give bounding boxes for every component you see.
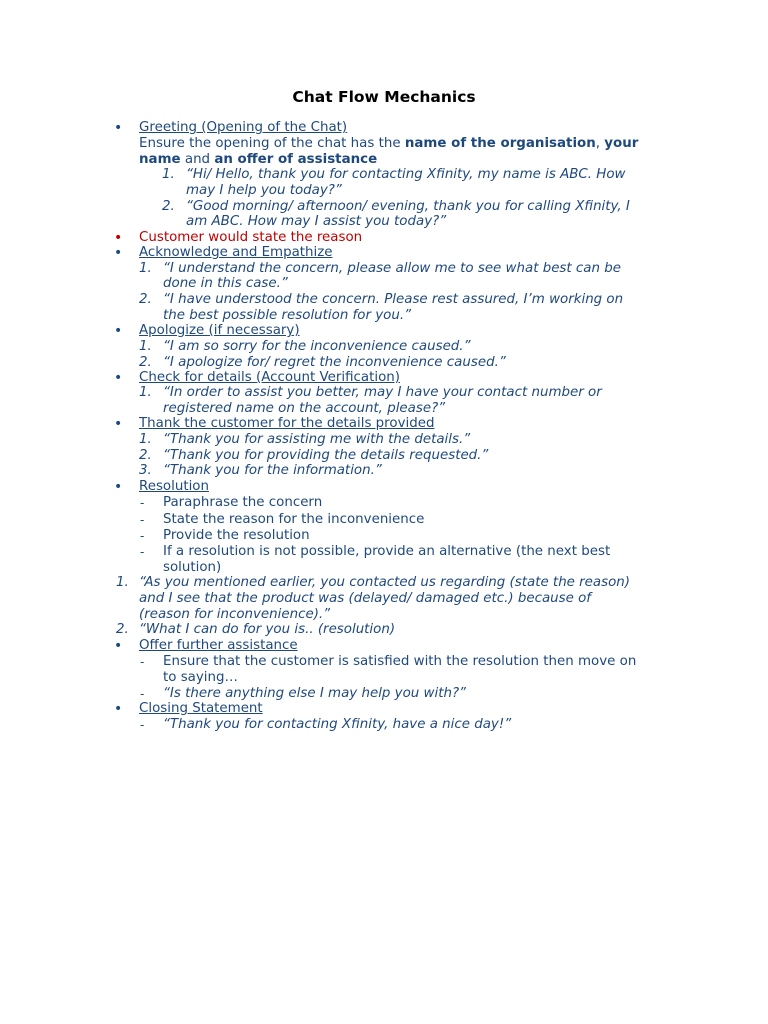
greeting-intro-and: and <box>180 152 215 167</box>
check-example-1-line1: “In order to assist you better, may I have your contact number or <box>163 385 602 400</box>
greeting-intro-comma: , <box>595 136 605 151</box>
greeting-intro-your: your <box>604 136 639 151</box>
bullet-icon: • <box>114 479 123 495</box>
list-number: 2. <box>162 199 175 214</box>
list-number: 1. <box>139 432 152 447</box>
offer-step-1-line1: Ensure that the customer is satisfied with the resolution then move on <box>163 654 637 669</box>
section-heading-thank: Thank the customer for the details provided <box>139 416 435 431</box>
resolution-step-3: Provide the resolution <box>163 528 310 543</box>
list-number: 1. <box>139 261 152 276</box>
customer-reason-note: Customer would state the reason <box>139 230 363 245</box>
list-number: 2. <box>116 622 129 637</box>
greeting-intro-org: name of the organisation <box>404 136 596 151</box>
section-heading-closing: Closing Statement <box>139 701 263 716</box>
section-heading-acknowledge: Acknowledge and Empathize <box>139 245 333 260</box>
dash-marker: - <box>140 496 145 510</box>
dash-marker: - <box>140 718 145 732</box>
list-number: 1. <box>139 385 152 400</box>
offer-step-1-line2: to saying… <box>163 670 238 685</box>
resolution-example-1-line3: (reason for inconvenience).” <box>139 607 331 622</box>
bullet-icon: • <box>114 120 123 136</box>
section-heading-apologize: Apologize (if necessary) <box>139 323 300 338</box>
bullet-icon: • <box>114 245 123 261</box>
closing-step-1: “Thank you for contacting Xfinity, have a nice day!” <box>163 717 512 732</box>
apologize-example-2: “I apologize for/ regret the inconvenience caused.” <box>163 355 506 370</box>
greeting-intro-name: name <box>139 152 181 167</box>
dash-marker: - <box>140 529 145 543</box>
greeting-intro-text: Ensure the opening of the chat has the <box>139 136 405 151</box>
dash-marker: - <box>140 655 145 669</box>
greeting-example-1-line2: may I help you today?” <box>186 183 342 198</box>
dash-marker: - <box>140 513 145 527</box>
bullet-icon: • <box>114 230 123 246</box>
resolution-step-2: State the reason for the inconvenience <box>163 512 425 527</box>
acknowledge-example-2-line2: the best possible resolution for you.” <box>163 308 412 323</box>
bullet-icon: • <box>114 323 123 339</box>
greeting-example-2-line1: “Good morning/ afternoon/ evening, thank you for calling Xfinity, I <box>186 199 630 214</box>
greeting-intro <box>139 136 638 152</box>
thank-example-1: “Thank you for assisting me with the details.” <box>163 432 471 447</box>
list-number: 3. <box>139 463 152 478</box>
list-number: 1. <box>162 167 175 182</box>
resolution-step-4-line1: If a resolution is not possible, provide an alternative (the next best <box>163 544 611 559</box>
bullet-icon: • <box>114 416 123 432</box>
list-number: 1. <box>116 575 129 590</box>
dash-marker: - <box>140 687 145 701</box>
bullet-icon: • <box>114 370 123 386</box>
apologize-example-1: “I am so sorry for the inconvenience caused.” <box>163 339 471 354</box>
section-heading-offer: Offer further assistance <box>139 638 298 653</box>
list-number: 2. <box>139 355 152 370</box>
list-number: 1. <box>139 339 152 354</box>
acknowledge-example-2-line1: “I have understood the concern. Please rest assured, I’m working on <box>163 292 624 307</box>
thank-example-3: “Thank you for the information.” <box>163 463 382 478</box>
thank-example-2: “Thank you for providing the details requested.” <box>163 448 489 463</box>
list-number: 2. <box>139 448 152 463</box>
resolution-step-1: Paraphrase the concern <box>163 495 323 510</box>
greeting-intro-offer: an offer of assistance <box>214 152 378 167</box>
check-example-1-line2: registered name on the account, please?” <box>163 401 446 416</box>
acknowledge-example-1-line1: “I understand the concern, please allow me to see what best can be <box>163 261 621 276</box>
resolution-example-2: “What I can do for you is.. (resolution) <box>139 622 396 637</box>
resolution-example-1-line2: and I see that the product was (delayed/ damaged etc.) because of <box>139 591 592 606</box>
resolution-example-1-line1: “As you mentioned earlier, you contacted us regarding (state the reason) <box>139 575 630 590</box>
resolution-step-4-line2: solution) <box>163 560 222 575</box>
bullet-icon: • <box>114 701 123 717</box>
section-heading-greeting: Greeting (Opening of the Chat) <box>139 120 348 135</box>
greeting-intro-line2 <box>139 152 377 168</box>
acknowledge-example-1-line2: done in this case.” <box>163 276 288 291</box>
bullet-icon: • <box>114 638 123 654</box>
page-title: Chat Flow Mechanics <box>292 88 476 106</box>
dash-marker: - <box>140 545 145 559</box>
greeting-example-2-line2: am ABC. How may I assist you today?” <box>186 214 447 229</box>
list-number: 2. <box>139 292 152 307</box>
offer-step-2: “Is there anything else I may help you with?” <box>163 686 466 701</box>
section-heading-check: Check for details (Account Verification) <box>139 370 400 385</box>
section-heading-resolution: Resolution <box>139 479 209 494</box>
greeting-example-1-line1: “Hi/ Hello, thank you for contacting Xfinity, my name is ABC. How <box>186 167 626 182</box>
